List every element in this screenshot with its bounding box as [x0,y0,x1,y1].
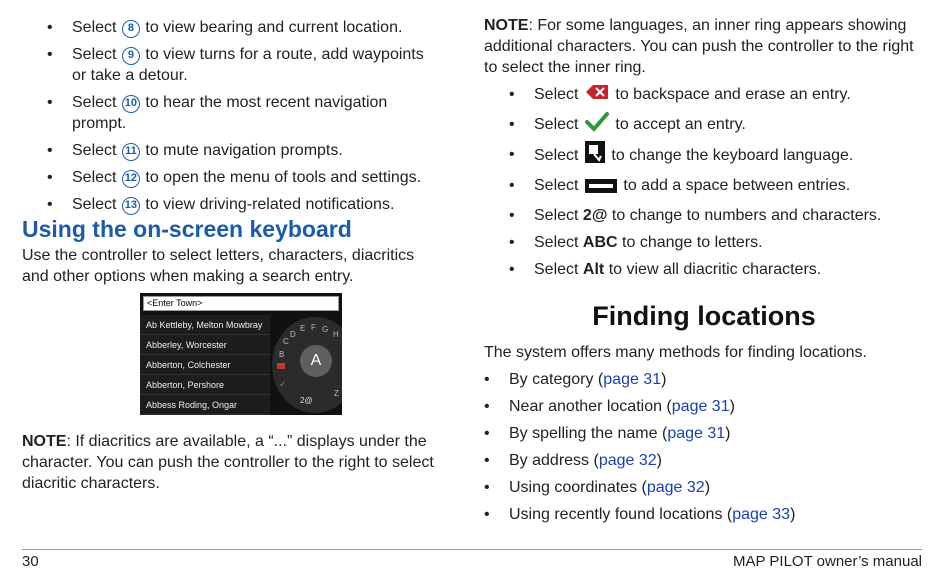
page-link[interactable]: page 31 [603,371,662,388]
icon-bullet-list [22,17,442,215]
list-item: • Select 13 to view driving-related notifications. [22,194,442,215]
key-label: ABC [582,234,618,251]
backspace-icon [585,84,609,111]
list-item: • By spelling the name (page 31) [484,420,924,447]
list-item: • Select to change the keyboard language. [484,141,924,172]
key-label: 2@ [582,207,608,224]
list-item: • Select to accept an entry. [484,111,924,141]
number-12-icon: 12 [122,170,140,188]
intro-paragraph: The system offers many methods for finding locations. [484,344,867,361]
center-key: A [300,345,332,377]
space-icon [585,175,617,202]
note-label: NOTE [484,17,529,34]
note-paragraph: NOTE: For some languages, an inner ring appears showing additional characters. You can push the controller to the right to select the inner ring. [484,17,914,76]
list-item: • Select 10 to hear the most recent navigation prompt. [22,92,442,134]
finding-methods-list [484,366,924,528]
numbers-key: 2@ [300,396,313,405]
ring-letter: C [283,337,289,346]
language-icon [585,141,605,172]
section-title: Finding locations [592,301,816,331]
list-item: • By address (page 32) [484,447,924,474]
keyboard-icon-list [484,81,924,283]
list-item: • Select 9 to view turns for a route, add waypoints or take a detour. [22,44,442,86]
number-13-icon: 13 [122,197,140,215]
list-item: • Select ABC to change to letters. [484,229,924,256]
list-item: • Select 11 to mute navigation prompts. [22,140,442,161]
ring-letter: Z [334,389,339,398]
page-link[interactable]: page 32 [646,479,705,496]
intro-paragraph: Use the controller to select letters, characters, diacritics and other options when making a search entry. [22,247,415,285]
note-paragraph: NOTE: If diacritics are available, a “...” displays under the character. You can push the controller to the right to select diacritic characters. [22,433,434,492]
checkmark-icon [585,112,609,141]
list-item: • Select Alt to view all diacritic characters. [484,256,924,283]
page-number: 30 [22,553,39,570]
list-item: • By category (page 31) [484,366,924,393]
key-label: Alt [582,261,605,278]
result-row: Abbess Roding, Ongar [140,395,270,415]
result-row: Ab Kettleby, Melton Mowbray [140,315,270,335]
page-link[interactable]: page 32 [598,452,657,469]
note-label: NOTE [22,433,67,450]
number-11-icon: 11 [122,143,140,161]
result-row: Abberley, Worcester [140,335,270,355]
number-9-icon: 9 [122,47,140,65]
ring-letter: H [333,330,339,339]
list-item: • Select 12 to open the menu of tools and settings. [22,167,442,188]
list-item: • Select to backspace and erase an entry. [484,81,924,111]
result-row: Abberton, Colchester [140,355,270,375]
footer-divider [22,549,922,550]
list-item: • Near another location (page 31) [484,393,924,420]
keyboard-screenshot [140,293,342,415]
result-row: Abberton, Pershore [140,375,270,395]
list-item: • Select to add a space between entries. [484,172,924,202]
ring-letter: D [290,330,296,339]
ring-letter: G [322,325,329,334]
list-item: • Using coordinates (page 32) [484,474,924,501]
number-8-icon: 8 [122,20,140,38]
backspace-key-icon [277,363,285,369]
manual-title: MAP PILOT owner’s manual [733,553,922,570]
page-link[interactable]: page 33 [732,506,791,523]
ring-letter: B [279,350,285,359]
page-link[interactable]: page 31 [667,425,726,442]
ring-letter: E [300,324,306,333]
list-item: • Select 2@ to change to numbers and characters. [484,202,924,229]
list-item: • Using recently found locations (page 33) [484,501,924,528]
accept-key-icon: ✓ [279,379,287,389]
search-field: <Enter Town> [143,296,339,311]
page-link[interactable]: page 31 [671,398,730,415]
list-item: • Select 8 to view bearing and current location. [22,17,442,38]
number-10-icon: 10 [122,95,140,113]
ring-letter: F [311,323,316,332]
section-heading: Using the on-screen keyboard [22,216,352,242]
